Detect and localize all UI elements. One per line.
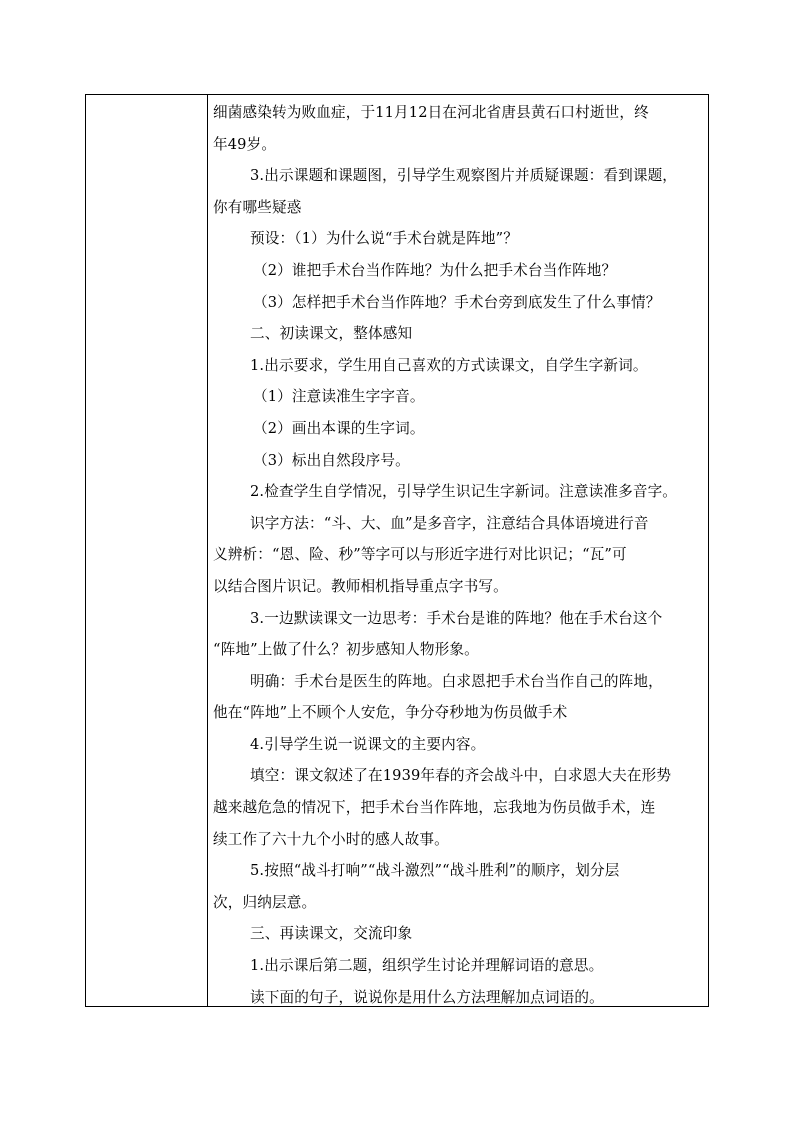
text-line-29: 读下面的句子，说说你是用什么方法理解加点词语的。 (250, 988, 604, 1006)
text-line-17: 3.一边默读课文一边思考：手术台是谁的阵地？他在手术台这个 (250, 609, 663, 627)
text-line-26: 次，归纳层意。 (213, 893, 317, 911)
text-line-15: 义辨析：“恩、险、秒”等字可以与形近字进行对比识记；“瓦”可 (213, 546, 627, 564)
lesson-table (85, 94, 709, 1007)
text-line-20: 他在“阵地”上不顾个人安危，争分夺秒地为伤员做手术 (213, 704, 568, 722)
text-line-5: 预设：（1）为什么说“手术台就是阵地”？ (250, 230, 519, 248)
text-line-28: 1.出示课后第二题，组织学生讨论并理解词语的意思。 (250, 957, 604, 975)
text-line-2: 年49岁。 (213, 135, 277, 153)
lesson-content-cell (213, 97, 706, 1013)
text-line-13: 2.检查学生自学情况，引导学生识记生字新词。注意读准多音字。 (250, 483, 678, 501)
text-line-7: （3）怎样把手术台当作阵地？手术台旁到底发生了什么事情？ (253, 293, 661, 311)
text-line-6: （2）谁把手术台当作阵地？为什么把手术台当作阵地？ (253, 261, 617, 279)
text-line-9: 1.出示要求，学生用自己喜欢的方式读课文，自学生字新词。 (250, 356, 648, 374)
text-line-12: （3）标出自然段序号。 (253, 451, 410, 469)
text-line-22: 填空：课文叙述了在1939年春的齐会战斗中，白求恩大夫在形势 (250, 767, 672, 785)
section-heading-2: 二、初读课文，整体感知 (250, 325, 413, 343)
text-line-23: 越来越危急的情况下，把手术台当作阵地，忘我地为伤员做手术，连 (213, 799, 656, 817)
text-line-21: 4.引导学生说一说课文的主要内容。 (250, 735, 486, 753)
text-line-4: 你有哪些疑惑 (213, 198, 302, 216)
text-line-3: 3.出示课题和课题图，引导学生观察图片并质疑课题：看到课题， (250, 167, 678, 185)
text-line-14: 识字方法：“斗、大、血”是多音字，注意结合具体语境进行音 (250, 514, 649, 532)
text-line-24: 续工作了六十九个小时的感人故事。 (213, 830, 449, 848)
text-line-10: （1）注意读准生字字音。 (253, 388, 425, 406)
column-divider (207, 95, 208, 1006)
left-column-cell (86, 95, 207, 1006)
text-line-25: 5.按照“战斗打响”“战斗激烈”“战斗胜利”的顺序，划分层 (250, 862, 620, 880)
text-line-11: （2）画出本课的生字词。 (253, 419, 425, 437)
section-heading-3: 三、再读课文，交流印象 (250, 925, 413, 943)
text-line-18: “阵地”上做了什么？初步感知人物形象。 (213, 641, 479, 659)
text-line-1: 细菌感染转为败血症，于11月12日在河北省唐县黄石口村逝世，终 (213, 104, 649, 121)
text-line-16: 以结合图片识记。教师相机指导重点字书写。 (213, 577, 508, 595)
text-line-19: 明确：手术台是医生的阵地。白求恩把手术台当作自己的阵地， (250, 672, 663, 690)
